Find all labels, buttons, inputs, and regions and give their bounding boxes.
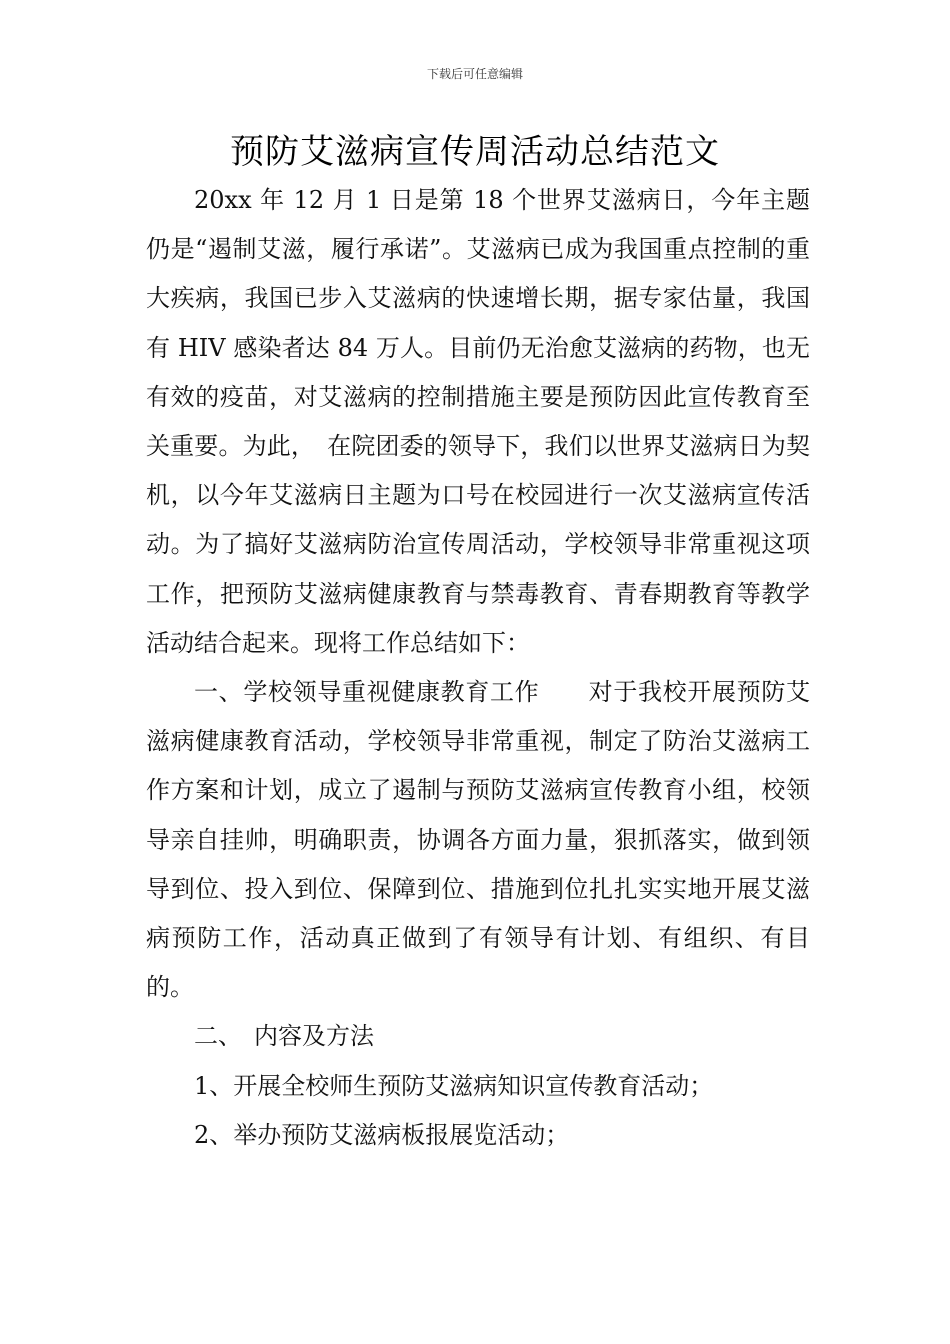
paragraph-section-one: 一、学校领导重视健康教育工作 对于我校开展预防艾滋病健康教育活动，学校领导非常重视，制定了防治艾滋病工作方案和计划，成立了遏制与预防艾滋病宣传教育小组，校领导亲自挂帅，明确职责，协调各方面力量，狠抓落实，做到领导到位、投入到位、保障到位、措施到位扎扎实实地开展艾滋病预防工作，活动真正做到了有领导有计划、有组织、有目的。: [146, 678, 810, 1002]
paragraph-intro: 20xx 年 12 月 1 日是第 18 个世界艾滋病日，今年主题仍是“遏制艾滋，履行承诺”。艾滋病已成为我国重点控制的重大疾病，我国已步入艾滋病的快速增长期，据专家估量，我国有 HIV 感染者达 84 万人。目前仍无治愈艾滋病的药物，也无有效的疫苗，对艾滋病的控制措施主要是预防因此宣传教育至关重要。为此， 在院团委的领导下，我们以世界艾滋病日为契机，以今年艾滋病日主题为口号在校园进行一次艾滋病宣传活动。为了搞好艾滋病防治宣传周活动，学校领导非常重视这项工作，把预防艾滋病健康教育与禁毒教育、青春期教育等教学活动结合起来。现将工作总结如下：: [146, 186, 810, 657]
section-heading-two: 二、 内容及方法: [194, 1022, 374, 1051]
document-title: 预防艾滋病宣传周活动总结范文: [230, 132, 720, 172]
page-header-note: 下载后可任意编辑: [426, 67, 523, 81]
list-item-2: 2、举办预防艾滋病板报展览活动；: [194, 1120, 570, 1149]
list-item-1: 1、开展全校师生预防艾滋病知识宣传教育活动；: [194, 1071, 714, 1100]
document-body: [146, 176, 810, 1160]
